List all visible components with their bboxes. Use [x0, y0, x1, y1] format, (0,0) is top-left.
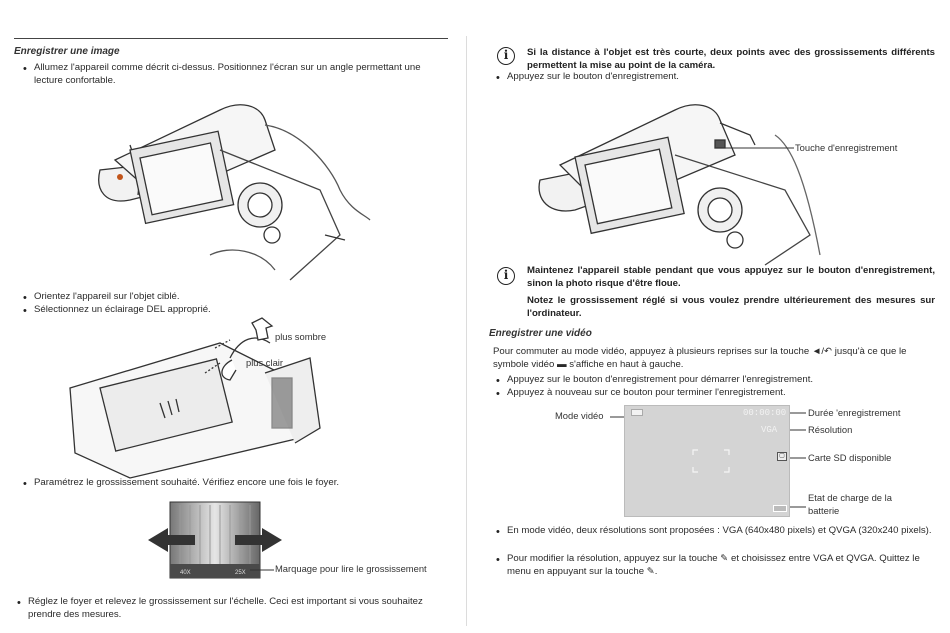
top-rule [14, 38, 448, 39]
bullet-led: • Sélectionnez un éclairage DEL approprié. [20, 304, 450, 317]
bullet-stop-recording: • Appuyez à nouveau sur ce bouton pour terminer l'enregistrement. [493, 387, 933, 400]
bullet-resolutions: • En mode vidéo, deux résolutions sont proposées : VGA (640x480 pixels) et QVGA (320x240 pixels). [493, 525, 937, 538]
screen-time: 00:00:00 [743, 408, 787, 418]
section-title-image: Enregistrer une image [14, 46, 120, 57]
video-screen [624, 405, 790, 517]
bullet-orient: • Orientez l'appareil sur l'objet ciblé. [20, 291, 450, 304]
focus-brackets [693, 450, 729, 472]
bullet-magnification: • Paramétrez le grossissement souhaité. Vérifiez encore une fois le foyer. [20, 477, 450, 490]
label-darker: plus sombre [275, 331, 327, 342]
scale-left-text: 40X [180, 570, 191, 576]
section-title-video: Enregistrer une vidéo [489, 328, 592, 339]
label-sd-card: Carte SD disponible [808, 452, 892, 463]
info-icon: i [497, 47, 515, 65]
video-mode-icon [631, 409, 643, 416]
label-lighter: plus clair [246, 357, 283, 368]
label-battery: Etat de charge de la batterie [808, 492, 892, 516]
label-record-button: Touche d'enregistrement [795, 142, 898, 153]
label-video-mode: Mode vidéo [555, 410, 604, 421]
battery-icon [773, 505, 787, 512]
bullet-focus: • Réglez le foyer et relevez le grossissement sur l'échelle. Ceci est important si vous souhaitez prendre des mesures. [14, 596, 446, 622]
para-video-mode: Pour commuter au mode vidéo, appuyez à plusieurs reprises sur la touche ◄/↶ jusqu'à ce que le symbole vidéo ▬ s'affiche en haut à gauche. [493, 346, 907, 370]
bullet-start-recording: • Appuyez sur le bouton d'enregistrement pour démarrer l'enregistrement. [493, 374, 933, 387]
microscope-hand-illustration [90, 95, 370, 280]
zoom-ring-illustration [150, 500, 280, 580]
label-duration: Durée 'enregistrement [808, 407, 901, 418]
bullet-press-record: • Appuyez sur le bouton d'enregistrement. [493, 71, 933, 84]
sd-card-icon: ▢ [777, 452, 787, 461]
bullet-switch-on: • Allumez l'appareil comme décrit ci-dessus. Positionnez l'écran sur un angle permettant une lecture confortable. [20, 62, 450, 88]
info-stable: Maintenez l'appareil stable pendant que vous appuyez sur le bouton d'enregistrement, sinon la photo risque d'être floue. [527, 265, 935, 289]
scale-right-text: 25X [235, 570, 246, 576]
info-icon: i [497, 267, 515, 285]
record-button-illustration [535, 95, 825, 265]
label-marking: Marquage pour lire le grossissement [275, 563, 427, 574]
column-separator [466, 36, 467, 626]
info-note-magnification: Notez le grossissement réglé si vous voulez prendre ultérieurement des mesures sur l'ordinateur. [527, 295, 935, 319]
label-pointers [790, 410, 810, 510]
bullet-change-resolution: • Pour modifier la résolution, appuyez sur la touche ✎ et choisissez entre VGA et QVGA. Quittez le menu en appuyant sur la touche ✎. [493, 553, 937, 579]
screen-resolution: VGA [761, 425, 778, 435]
info-distance: Si la distance à l'objet est très courte, deux points avec des grossissements différents permettent la mise au point de la caméra. [527, 47, 935, 71]
record-button-pointer [722, 146, 794, 150]
label-resolution: Résolution [808, 424, 853, 435]
